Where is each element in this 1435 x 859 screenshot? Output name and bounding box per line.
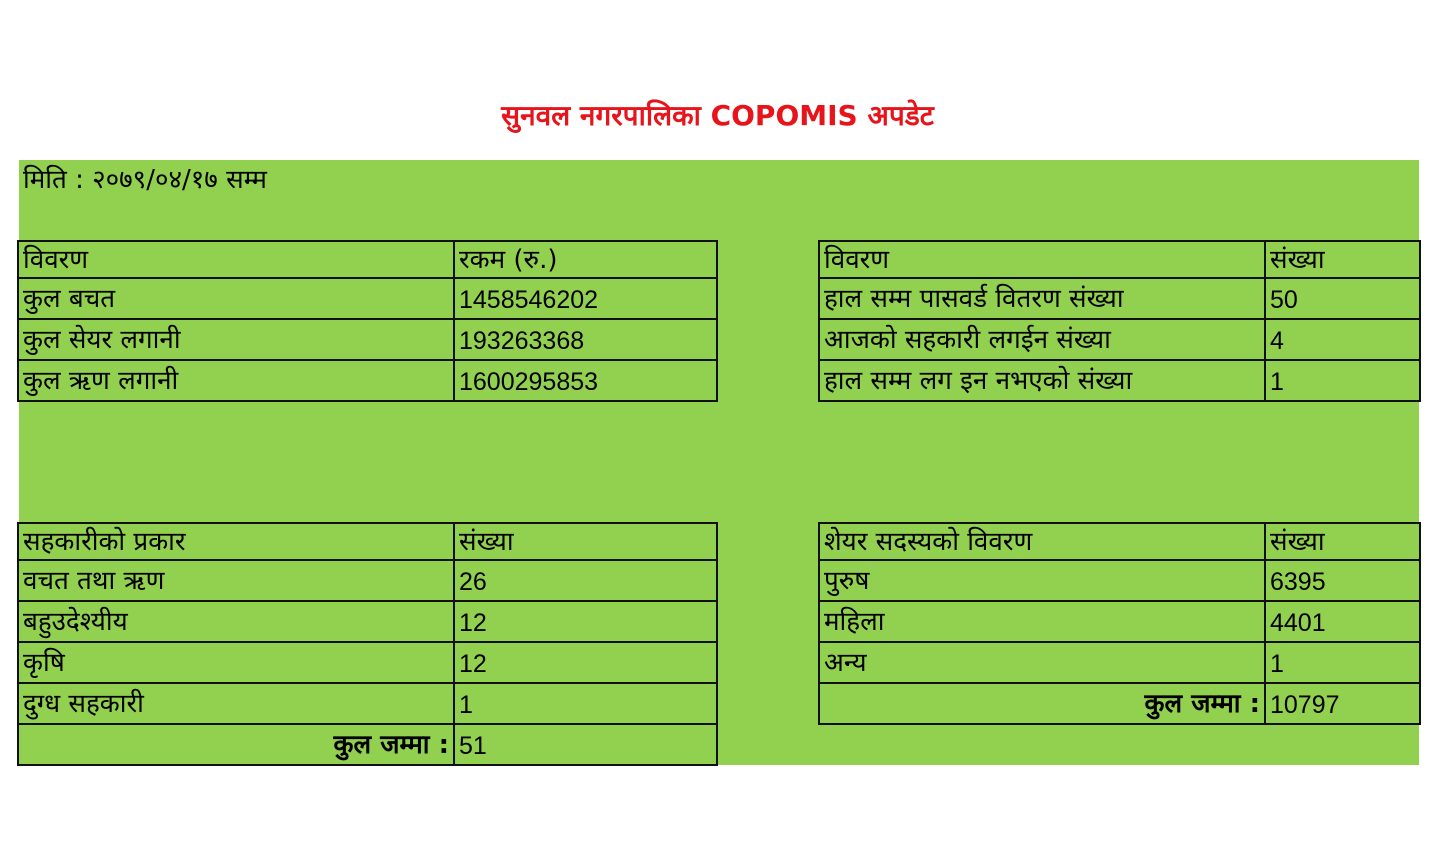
table-row (819, 319, 1420, 360)
row-value: 4 (1265, 319, 1420, 360)
table-row (819, 278, 1420, 319)
total-row (819, 683, 1420, 724)
column-header: विवरण (819, 241, 1265, 278)
total-value: 10797 (1265, 683, 1420, 724)
coop-types-table (17, 522, 718, 766)
row-value: 4401 (1265, 601, 1420, 642)
row-value: 1600295853 (454, 360, 717, 401)
row-label: आजको सहकारी लगईन संख्या (819, 319, 1265, 360)
table-header-row (819, 241, 1420, 278)
row-label: कुल ऋण लगानी (18, 360, 454, 401)
row-label: कुल सेयर लगानी (18, 319, 454, 360)
table-row (18, 278, 717, 319)
row-label: हाल सम्म पासवर्ड वितरण संख्या (819, 278, 1265, 319)
column-header: विवरण (18, 241, 454, 278)
row-value: 1 (1265, 642, 1420, 683)
table-row (18, 360, 717, 401)
row-value: 6395 (1265, 560, 1420, 601)
row-label: हाल सम्म लग इन नभएको संख्या (819, 360, 1265, 401)
column-header: संख्या (1265, 523, 1420, 560)
total-row (18, 724, 717, 765)
total-label: कुल जम्मा : (819, 683, 1265, 724)
row-label: महिला (819, 601, 1265, 642)
total-value: 51 (454, 724, 717, 765)
row-value: 1 (454, 683, 717, 724)
row-label: पुरुष (819, 560, 1265, 601)
row-value: 26 (454, 560, 717, 601)
login-stats-table (818, 240, 1421, 402)
row-label: कृषि (18, 642, 454, 683)
column-header: सहकारीको प्रकार (18, 523, 454, 560)
row-value: 12 (454, 601, 717, 642)
total-label: कुल जम्मा : (18, 724, 454, 765)
finance-table (17, 240, 718, 402)
row-value: 1 (1265, 360, 1420, 401)
members-table (818, 522, 1421, 725)
column-header: संख्या (1265, 241, 1420, 278)
row-value: 50 (1265, 278, 1420, 319)
column-header: रकम (रु.) (454, 241, 717, 278)
column-header: शेयर सदस्यको विवरण (819, 523, 1265, 560)
page-title: सुनवल नगरपालिका COPOMIS अपडेट (501, 99, 934, 132)
row-label: बहुउदेश्यीय (18, 601, 454, 642)
table-row (18, 560, 717, 601)
row-label: दुग्ध सहकारी (18, 683, 454, 724)
table-row (819, 601, 1420, 642)
row-label: अन्य (819, 642, 1265, 683)
row-label: वचत तथा ऋण (18, 560, 454, 601)
table-header-row (819, 523, 1420, 560)
table-row (18, 601, 717, 642)
row-value: 1458546202 (454, 278, 717, 319)
table-row (819, 360, 1420, 401)
table-row (18, 319, 717, 360)
row-label: कुल बचत (18, 278, 454, 319)
table-header-row (18, 523, 717, 560)
table-row (819, 560, 1420, 601)
table-row (18, 683, 717, 724)
report-date: मिति : २०७९/०४/१७ सम्म (23, 165, 267, 195)
row-value: 193263368 (454, 319, 717, 360)
row-value: 12 (454, 642, 717, 683)
table-row (819, 642, 1420, 683)
table-row (18, 642, 717, 683)
column-header: संख्या (454, 523, 717, 560)
table-header-row (18, 241, 717, 278)
